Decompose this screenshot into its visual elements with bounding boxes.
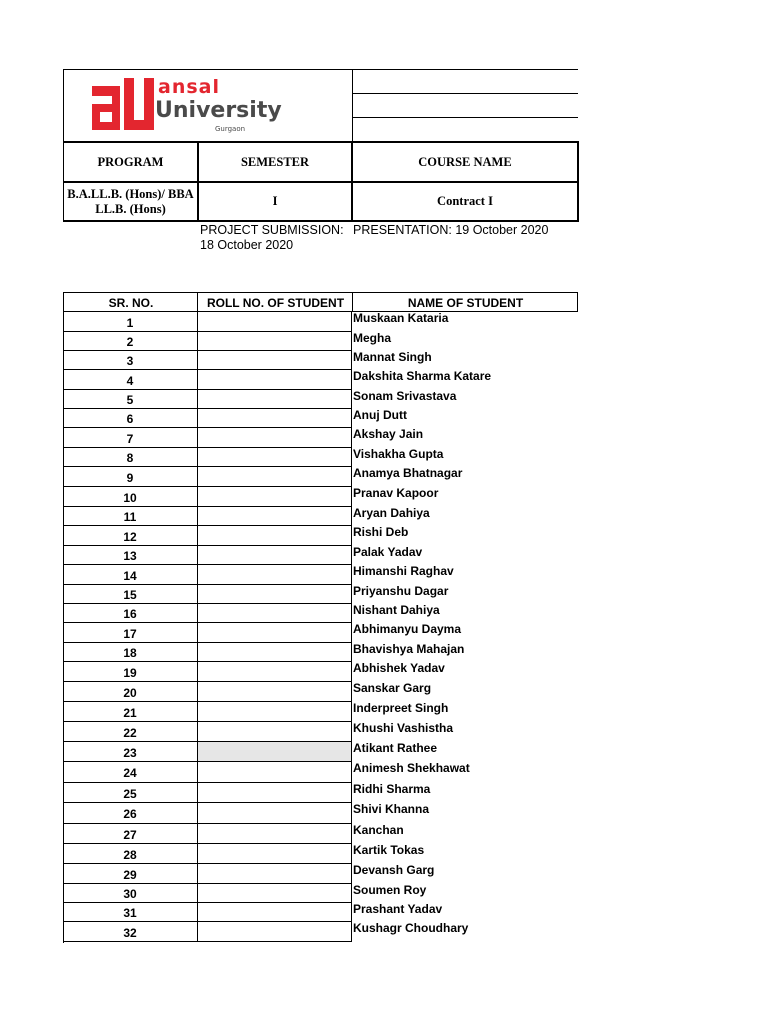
table-row [63,722,578,742]
table-row [63,565,578,585]
row-sr-no: 30 [123,887,137,901]
row-sr-no: 18 [123,646,137,660]
row-sr-no: 24 [123,766,137,780]
row-roll-no-cell[interactable] [197,824,352,844]
row-student-name: Akshay Jain [353,427,424,441]
table-row [63,783,578,803]
row-sr-no: 31 [123,906,137,920]
row-sr-no: 29 [123,868,137,882]
row-roll-no-cell[interactable] [197,332,352,351]
row-roll-no-cell[interactable] [197,682,352,702]
table-row [63,803,578,824]
row-roll-no-cell[interactable] [197,783,352,803]
row-roll-no-cell[interactable] [197,546,352,565]
row-student-name: Prashant Yadav [353,902,443,916]
table-row [63,312,578,332]
row-roll-no-cell[interactable] [197,702,352,722]
table-row [63,585,578,604]
row-sr-no: 8 [126,451,134,465]
table-row [63,390,578,409]
header-roll-no: ROLL NO. OF STUDENT [206,295,345,310]
row-sr-no: 22 [123,726,137,740]
row-student-name: Khushi Vashistha [353,721,454,735]
table-row [63,903,578,922]
row-roll-no-cell[interactable] [197,526,352,546]
col-program: PROGRAM [97,154,164,169]
row-student-name: Kartik Tokas [353,843,425,857]
row-student-name: Kushagr Choudhary [353,921,469,935]
row-student-name: Himanshi Raghav [353,564,454,578]
semester-value: I [272,194,278,208]
row-sr-no: 3 [126,354,134,368]
row-sr-no: 6 [126,412,134,426]
row-student-name: Sonam Srivastava [353,389,457,403]
row-student-name: Pranav Kapoor [353,486,439,500]
row-sr-no: 4 [126,374,134,388]
row-roll-no-cell[interactable] [197,604,352,623]
table-row [63,351,578,370]
row-roll-no-cell[interactable] [197,643,352,662]
row-sr-no: 17 [123,627,137,641]
row-student-name: Atikant Rathee [353,741,438,755]
row-roll-no-cell[interactable] [197,428,352,448]
row-student-name: Kanchan [353,823,404,837]
row-roll-no-cell[interactable] [197,844,352,864]
row-student-name: Shivi Khanna [353,802,430,816]
row-roll-no-cell[interactable] [197,742,352,762]
row-student-name: Sanskar Garg [353,681,432,695]
row-sr-no: 32 [123,926,137,940]
row-roll-no-cell[interactable] [197,884,352,903]
row-roll-no-cell[interactable] [197,351,352,370]
table-row [63,844,578,864]
table-row [63,332,578,351]
row-student-name: Ridhi Sharma [353,782,431,796]
row-student-name: Priyanshu Dagar [353,584,449,598]
table-row [63,487,578,507]
row-student-name: Abhimanyu Dayma [353,622,462,636]
row-roll-no-cell[interactable] [197,662,352,682]
row-student-name: Megha [353,331,392,345]
row-sr-no: 7 [126,432,134,446]
table-row [63,409,578,428]
row-roll-no-cell[interactable] [197,487,352,507]
row-student-name: Bhavishya Mahajan [353,642,465,656]
logo-brand: ansal [158,76,220,98]
row-student-name: Devansh Garg [353,863,435,877]
row-student-name: Palak Yadav [353,545,423,559]
row-sr-no: 16 [123,607,137,621]
row-roll-no-cell[interactable] [197,448,352,467]
table-row [63,467,578,487]
row-sr-no: 13 [123,549,137,563]
presentation-date: PRESENTATION: 19 October 2020 [353,223,549,237]
row-student-name: Anuj Dutt [353,408,407,422]
row-roll-no-cell[interactable] [197,409,352,428]
row-sr-no: 27 [123,828,137,842]
row-roll-no-cell[interactable] [197,565,352,585]
row-sr-no: 9 [126,471,134,485]
col-course-name: COURSE NAME [418,154,512,169]
row-sr-no: 19 [123,666,137,680]
row-student-name: Animesh Shekhawat [353,761,470,775]
header-sr-no: SR. NO. [108,295,154,310]
logo-city: Gurgaon [215,125,246,133]
row-student-name: Dakshita Sharma Katare [353,369,492,383]
row-student-name: Mannat Singh [353,350,432,364]
row-student-name: Anamya Bhatnagar [353,466,463,480]
table-row [63,824,578,844]
table-row [63,762,578,783]
row-sr-no: 26 [123,807,137,821]
row-roll-no-cell[interactable] [197,922,352,942]
row-roll-no-cell[interactable] [197,722,352,742]
row-sr-no: 5 [126,393,134,407]
row-student-name: Rishi Deb [353,525,409,539]
row-roll-no-cell[interactable] [197,762,352,783]
project-submission: PROJECT SUBMISSION: 18 October 2020 [200,223,344,252]
header-student-name: NAME OF STUDENT [407,295,524,310]
table-row [63,662,578,682]
table-row [63,682,578,702]
row-sr-no: 23 [123,746,137,760]
table-row [63,702,578,722]
row-roll-no-cell[interactable] [197,803,352,824]
row-roll-no-cell[interactable] [197,312,352,332]
program-value: B.A.LL.B. (Hons)/ BBA LL.B. (Hons) [67,186,194,216]
row-roll-no-cell[interactable] [197,585,352,604]
row-student-name: Vishakha Gupta [353,447,444,461]
table-row [63,448,578,467]
row-roll-no-cell[interactable] [197,507,352,526]
table-header-row [63,292,578,312]
table-row [63,526,578,546]
table-row [63,546,578,565]
row-student-name: Nishant Dahiya [353,603,440,617]
table-row [63,864,578,884]
row-sr-no: 21 [123,706,137,720]
table-row [63,604,578,623]
row-student-name: Muskaan Kataria [353,311,449,325]
row-roll-no-cell[interactable] [197,623,352,643]
row-sr-no: 28 [123,848,137,862]
row-student-name: Abhishek Yadav [353,661,445,675]
row-roll-no-cell[interactable] [197,864,352,884]
table-row [63,742,578,762]
row-roll-no-cell[interactable] [197,903,352,922]
logo-name: University [155,98,282,123]
table-row [63,370,578,390]
table-row [63,623,578,643]
table-row [63,428,578,448]
table-row [63,884,578,903]
row-sr-no: 10 [123,491,137,505]
row-sr-no: 15 [123,588,137,602]
row-sr-no: 25 [123,787,137,801]
table-row [63,643,578,662]
row-sr-no: 1 [126,316,134,330]
row-sr-no: 14 [123,569,137,583]
row-sr-no: 11 [123,510,137,524]
table-row [63,922,578,942]
table-row [63,507,578,526]
row-sr-no: 2 [126,335,134,349]
row-student-name: Inderpreet Singh [353,701,449,715]
row-roll-no-cell[interactable] [197,467,352,487]
row-roll-no-cell[interactable] [197,390,352,409]
row-roll-no-cell[interactable] [197,370,352,390]
course-name-value: Contract I [437,194,493,208]
row-student-name: Soumen Roy [353,883,427,897]
col-semester: SEMESTER [240,154,310,169]
row-student-name: Aryan Dahiya [353,506,430,520]
row-sr-no: 20 [123,686,137,700]
row-sr-no: 12 [123,530,137,544]
